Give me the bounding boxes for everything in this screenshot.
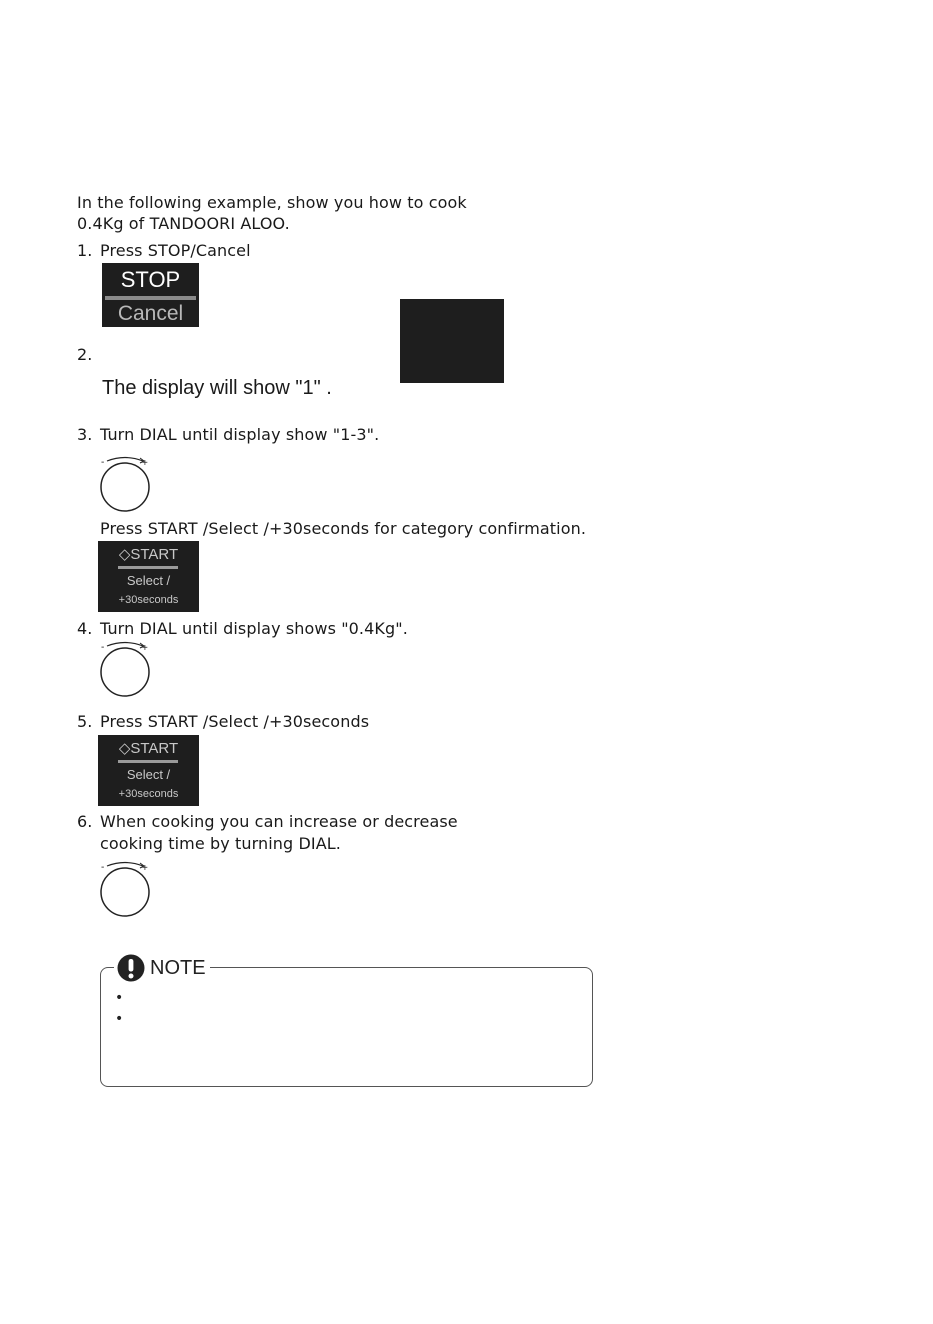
step-1-number: 1. — [77, 241, 93, 260]
select-label: Select / — [126, 573, 171, 588]
start-diamond-icon: ◇ — [118, 740, 131, 757]
start-select-button — [98, 735, 199, 806]
dial-minus: - — [101, 642, 105, 653]
step-6-number: 6. — [77, 812, 93, 831]
note-box — [100, 967, 593, 1087]
plus-30-seconds-label: +30seconds — [118, 594, 179, 606]
stop-cancel-button — [102, 263, 199, 327]
step-3-number: 3. — [77, 425, 93, 444]
start-divider — [118, 566, 178, 569]
stop-divider — [105, 296, 196, 300]
step-1-text: Press STOP/Cancel — [100, 241, 251, 260]
start-label: ◇START — [118, 546, 179, 563]
step-2-display-text: The display will show "1" . — [102, 377, 332, 399]
note-bullet-2: • — [115, 1011, 124, 1027]
note-header — [114, 954, 210, 982]
dial-minus: - — [101, 457, 105, 468]
dial-knob-icon — [97, 858, 153, 918]
exclamation-circle-icon — [116, 954, 146, 982]
cancel-label: Cancel — [117, 302, 184, 325]
dial-knob-icon — [97, 638, 153, 698]
step-5-text: Press START /Select /+30seconds — [100, 712, 370, 731]
step-4-number: 4. — [77, 619, 93, 638]
plus-30-seconds-label: +30seconds — [118, 788, 179, 800]
start-diamond-icon: ◇ — [118, 546, 131, 563]
step-3-text: Turn DIAL until display show "1-3". — [100, 425, 380, 444]
start-divider — [118, 760, 178, 763]
start-select-button — [98, 541, 199, 612]
step-6-line-1: When cooking you can increase or decrease — [100, 812, 458, 831]
note-title: NOTE — [150, 957, 206, 979]
dial-minus: - — [101, 862, 105, 873]
dial-knob-icon — [97, 453, 153, 513]
dial-plus: + — [142, 863, 148, 874]
step-3-confirm-text: Press START /Select /+30seconds for category confirmation. — [100, 519, 587, 538]
display-panel — [400, 299, 504, 383]
dial-plus: + — [142, 643, 148, 654]
select-label: Select / — [126, 767, 171, 782]
dial-plus: + — [142, 458, 148, 469]
step-2-number: 2. — [77, 345, 93, 364]
step-4-text: Turn DIAL until display shows "0.4Kg". — [100, 619, 408, 638]
intro-line-2: 0.4Kg of TANDOORI ALOO. — [77, 214, 290, 233]
step-5-number: 5. — [77, 712, 93, 731]
step-6-line-2: cooking time by turning DIAL. — [100, 834, 341, 853]
note-bullet-1: • — [115, 990, 124, 1006]
start-label: ◇START — [118, 740, 179, 757]
intro-line-1: In the following example, show you how to cook — [77, 193, 467, 212]
stop-label: STOP — [120, 267, 181, 292]
